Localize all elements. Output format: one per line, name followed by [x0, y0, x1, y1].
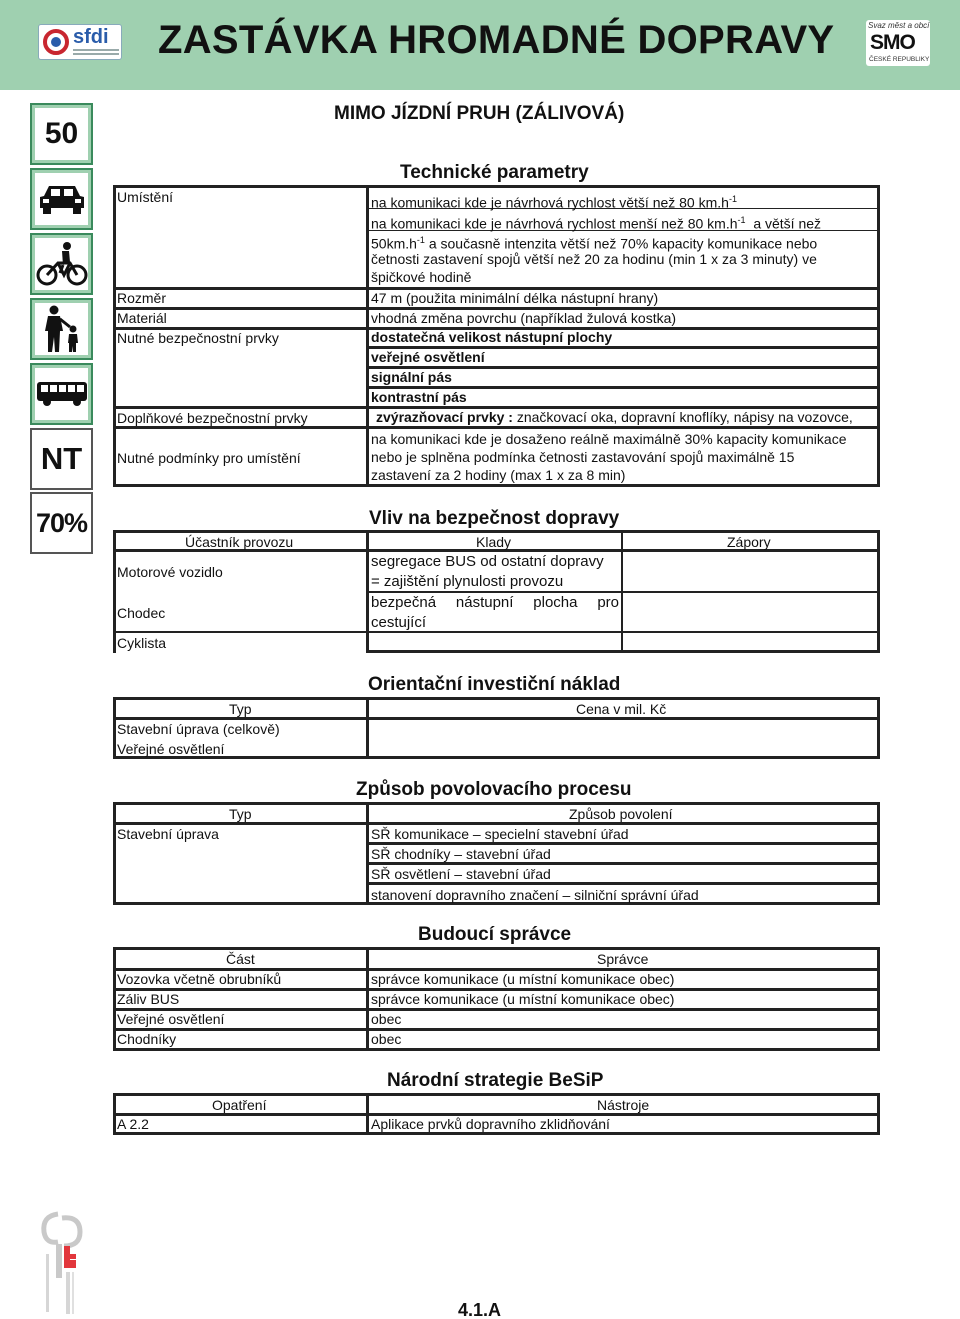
pedestrian-with-child-icon: [40, 305, 84, 353]
rule: [113, 697, 116, 759]
car-icon: [38, 182, 86, 216]
rule: [113, 756, 880, 759]
page-title: ZASTÁVKA HROMADNÉ DOPRAVY: [158, 18, 835, 62]
capacity-value: 70%: [35, 507, 88, 538]
sfdi-logo-lines: [73, 49, 119, 51]
umisteni-line-5: špičkové hodině: [371, 269, 472, 285]
permit-title: Způsob povolovacího procesu: [356, 779, 632, 800]
nutne-item-2: veřejné osvětlení: [371, 349, 485, 365]
permit-header-type: Typ: [229, 806, 252, 822]
nutne-item-4: kontrastní pás: [371, 389, 467, 405]
safety-row-motor-label: Motorové vozidlo: [117, 564, 223, 580]
safety-header-participant: Účastník provozu: [185, 534, 294, 550]
sidebar-bus: [30, 363, 93, 425]
capacity-box: [30, 492, 93, 554]
rule: [877, 697, 880, 759]
smo-logo-bottom: ČESKÉ REPUBLIKY: [869, 56, 930, 63]
cost-header-price: Cena v mil. Kč: [576, 701, 667, 717]
admin-header-part: Část: [226, 951, 255, 967]
strategy-row-tool: Aplikace prvků dopravního zklidňování: [371, 1116, 610, 1132]
page-number: 4.1.A: [458, 1300, 502, 1319]
rule: [877, 185, 880, 487]
safety-row-motor-pros-1: segregace BUS od ostatní dopravy: [371, 553, 604, 570]
rule: [366, 802, 369, 905]
permit-row-3: SŘ osvětlení – stavební úřad: [371, 866, 551, 882]
category-box: [30, 428, 93, 490]
rule: [113, 1093, 116, 1135]
material-value: vhodná změna povrchu (například žulová kostka): [371, 310, 677, 326]
cost-header-type: Typ: [229, 701, 252, 717]
podminky-line-3: zastavení za 2 hodiny (max 1 x za 8 min): [371, 467, 626, 483]
smo-logo-top: Svaz měst a obcí: [868, 21, 930, 30]
rule: [366, 947, 369, 1051]
atelier-stamp-logo: [40, 1210, 88, 1316]
rule: [621, 530, 623, 653]
doplnkove-label: Doplňkové bezpečnostní prvky: [117, 410, 308, 426]
strategy-header-measure: Opatření: [212, 1097, 267, 1113]
permit-row-1: SŘ komunikace – specielní stavební úřad: [371, 826, 629, 842]
podminky-line-1: na komunikaci kde je dosaženo reálně maximálně 30% kapacity komunikace: [371, 431, 847, 447]
smo-logo: [866, 20, 930, 66]
rozmer-value: 47 m (použita minimální délka nástupní hrany): [371, 290, 659, 306]
cost-row-lighting: Veřejné osvětlení: [117, 741, 225, 757]
strategy-title: Národní strategie BeSiP: [387, 1070, 604, 1091]
page-subtitle: MIMO JÍZDNÍ PRUH (ZÁLIVOVÁ): [334, 103, 625, 124]
cyclist-icon: [36, 241, 88, 287]
rule: [877, 530, 880, 653]
permit-row-2: SŘ chodníky – stavební úřad: [371, 846, 551, 862]
rule: [366, 1093, 369, 1135]
rule: [366, 697, 369, 759]
nutne-item-3: signální pás: [371, 369, 452, 385]
umisteni-line-1: na komunikaci kde je návrhová rychlost větší než 80 $km.h^{-1}$: [371, 194, 737, 211]
rule: [113, 185, 116, 487]
admin-row-1-part: Vozovka včetně obrubníků: [117, 971, 282, 987]
sfdi-logo-icon: [43, 29, 69, 55]
sidebar-pedestrian: [30, 298, 93, 360]
strategy-row-measure: A 2.2: [117, 1116, 149, 1132]
header-banner: [0, 0, 960, 90]
rule: [366, 530, 369, 653]
sfdi-logo: [38, 24, 122, 60]
category-value: NT: [40, 441, 83, 476]
safety-title: Vliv na bezpečnost dopravy: [369, 508, 620, 529]
cost-title: Orientační investiční náklad: [368, 674, 621, 695]
rule: [113, 802, 116, 905]
admin-header-admin: Správce: [597, 951, 649, 967]
admin-row-2-part: Záliv BUS: [117, 991, 180, 1007]
admin-row-2-admin: správce komunikace (u místní komunikace obec): [371, 991, 675, 1007]
safety-row-pedestrian-pros-1: bezpečná nástupní plocha pro: [371, 594, 619, 611]
admin-row-3-part: Veřejné osvětlení: [117, 1011, 225, 1027]
nutne-item-1: dostatečná velikost nástupní plochy: [371, 329, 613, 345]
sidebar-car: [30, 168, 93, 230]
nutne-label: Nutné bezpečnostní prvky: [117, 330, 279, 346]
rule: [877, 802, 880, 905]
speed-limit-value: 50: [44, 117, 79, 150]
umisteni-line-3: $50km.h^{-1}$ a současně intenzita větší než 70% kapacity komunikace nebo: [371, 235, 818, 252]
rule: [113, 185, 880, 188]
permit-type-value: Stavební úprava: [117, 826, 219, 842]
admin-title: Budoucí správce: [418, 924, 572, 945]
umisteni-line-2: na komunikaci kde je návrhová rychlost menší než 80 $km.h^{-1}$ a větší než: [371, 215, 822, 232]
admin-row-4-admin: obec: [371, 1031, 402, 1047]
umisteni-line-4: četnosti zastavení spojů větší než 20 za hodinu (min 1 x za 3 minuty) ve: [371, 251, 817, 267]
podminky-label: Nutné podmínky pro umístění: [117, 450, 301, 466]
rule: [368, 650, 880, 653]
sidebar-cyclist: [30, 233, 93, 295]
speed-limit-box: [30, 103, 93, 165]
rule: [877, 947, 880, 1051]
cost-row-construction: Stavební úprava (celkově): [117, 721, 280, 737]
safety-row-pedestrian-pros-2: cestující: [371, 614, 427, 631]
permit-row-4: stanovení dopravního značení – silniční správní úřad: [371, 887, 699, 903]
rule: [877, 1093, 880, 1135]
bus-icon: [36, 380, 88, 408]
rule: [113, 631, 880, 633]
doplnkove-value: zvýrazňovací prvky : značkovací oka, dopravní knoflíky, nápisy na vozovce,: [376, 409, 853, 425]
admin-row-3-admin: obec: [371, 1011, 402, 1027]
safety-header-cons: Zápory: [727, 534, 771, 550]
safety-row-motor-pros-2: = zajištění plynulosti provozu: [371, 573, 564, 590]
admin-row-4-part: Chodníky: [117, 1031, 177, 1047]
sfdi-logo-text: sfdi: [73, 26, 109, 48]
safety-row-cyclist-label: Cyklista: [117, 635, 167, 651]
safety-row-pedestrian-label: Chodec: [117, 605, 166, 621]
permit-header-method: Způsob povolení: [569, 806, 673, 822]
material-label: Materiál: [117, 310, 167, 326]
podminky-line-2: nebo je splněna podmínka četnosti zastavování spojů maximálně 15: [371, 449, 795, 465]
safety-header-pros: Klady: [476, 534, 512, 550]
umisteni-label: Umístění: [117, 189, 174, 205]
rule: [366, 185, 369, 487]
technical-title: Technické parametry: [400, 162, 589, 183]
rule: [113, 1048, 880, 1051]
rule: [113, 947, 116, 1051]
admin-row-1-admin: správce komunikace (u místní komunikace obec): [371, 971, 675, 987]
rule: [113, 1028, 880, 1031]
rozmer-label: Rozměr: [117, 290, 167, 306]
strategy-header-tools: Nástroje: [597, 1097, 650, 1113]
rule: [113, 530, 116, 653]
smo-logo-mid: SMO: [870, 31, 915, 54]
